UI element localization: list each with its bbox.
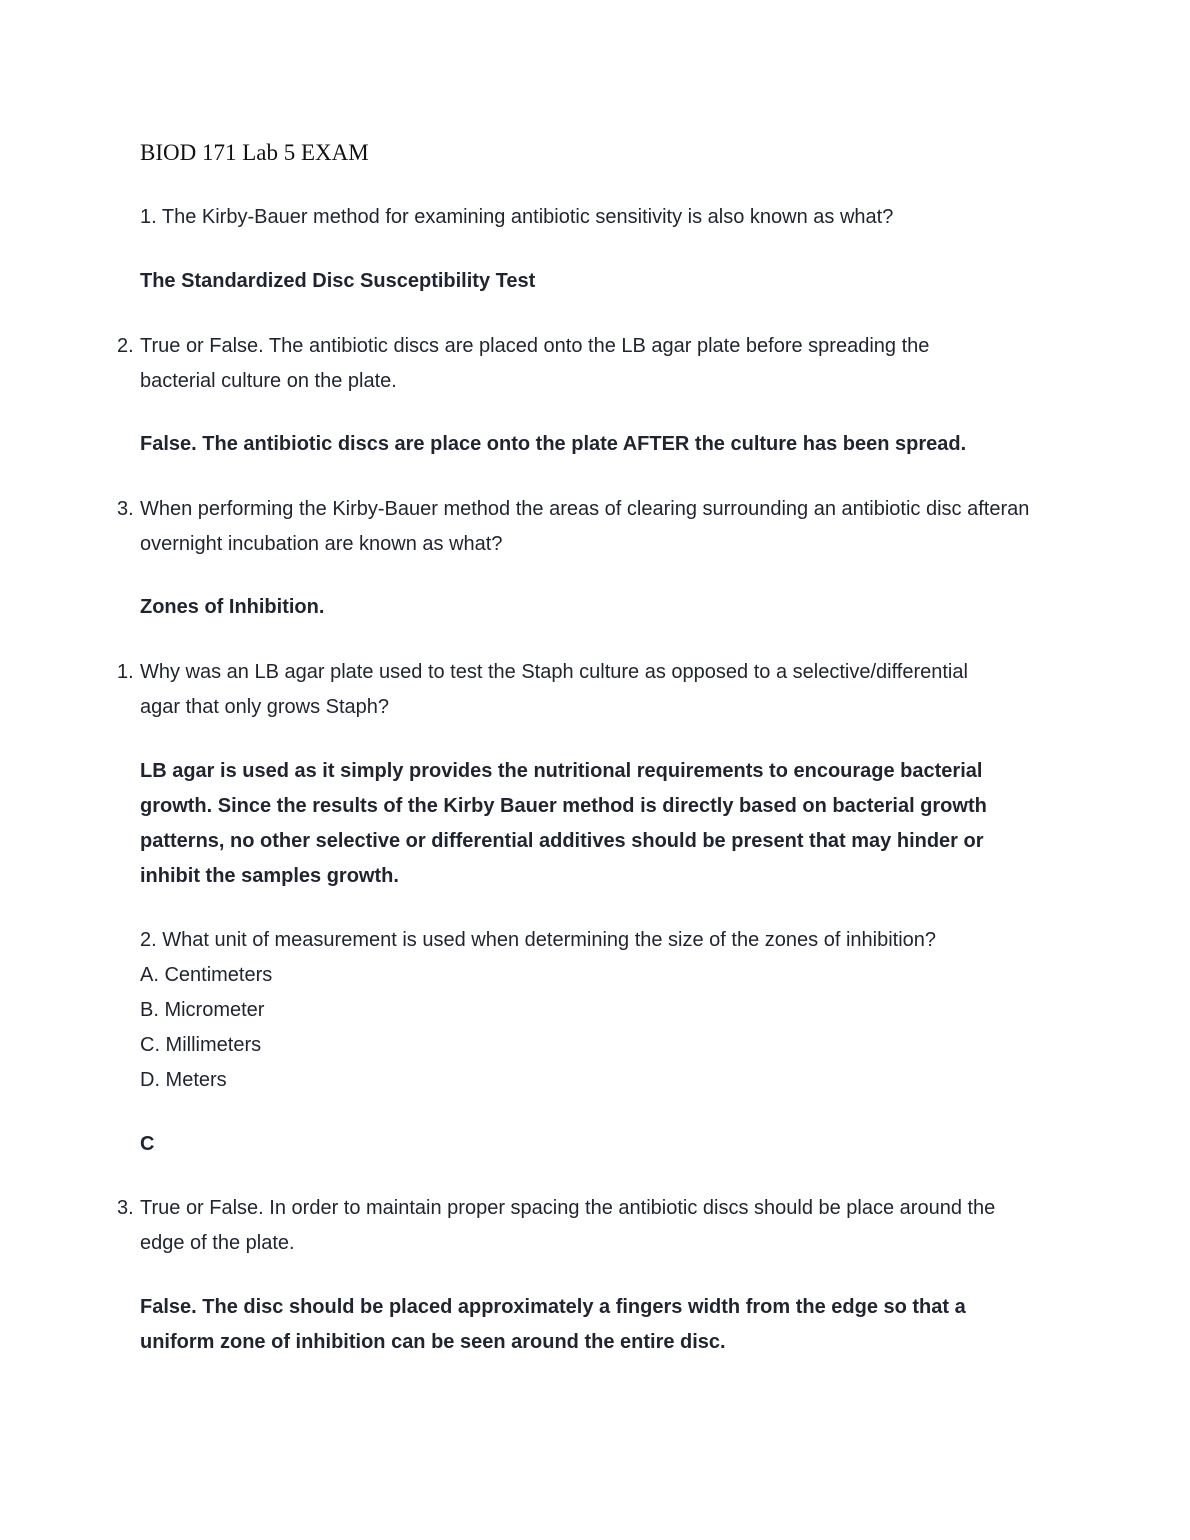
question-6-line-1: True or False. In order to maintain proper spacing the antibiotic discs should be place around the bbox=[140, 1197, 996, 1219]
question-3-line-2: overnight incubation are known as what? bbox=[140, 533, 503, 555]
option-b: B. Micrometer bbox=[140, 999, 265, 1021]
question-4-line-1: Why was an LB agar plate used to test the Staph culture as opposed to a selective/differential bbox=[140, 661, 968, 683]
question-1-text: 1. The Kirby-Bauer method for examining antibiotic sensitivity is also known as what? bbox=[140, 206, 894, 228]
answer-4-line-2: growth. Since the results of the Kirby Bauer method is directly based on bacterial growth bbox=[140, 795, 987, 817]
answer-4-line-4: inhibit the samples growth. bbox=[140, 865, 399, 887]
answer-6-line-1: False. The disc should be placed approximately a fingers width from the edge so that a bbox=[140, 1296, 966, 1318]
answer-4-line-1: LB agar is used as it simply provides the nutritional requirements to encourage bacterial bbox=[140, 760, 983, 782]
question-6-line-2: edge of the plate. bbox=[140, 1232, 295, 1254]
question-6-number: 3. bbox=[117, 1197, 134, 1219]
option-a: A. Centimeters bbox=[140, 964, 273, 986]
question-2-line-2: bacterial culture on the plate. bbox=[140, 370, 397, 392]
question-3-line-1: When performing the Kirby-Bauer method the areas of clearing surrounding an antibiotic disc afteran bbox=[140, 498, 1030, 520]
page-title: BIOD 171 Lab 5 EXAM bbox=[140, 140, 369, 165]
answer-5-text: C bbox=[140, 1133, 155, 1155]
answer-2-text: False. The antibiotic discs are place onto the plate AFTER the culture has been spread. bbox=[140, 433, 967, 455]
option-d: D. Meters bbox=[140, 1069, 227, 1091]
answer-1-text: The Standardized Disc Susceptibility Test bbox=[140, 270, 536, 292]
question-3-number: 3. bbox=[117, 498, 134, 520]
question-5-text: 2. What unit of measurement is used when determining the size of the zones of inhibition? bbox=[140, 929, 937, 951]
answer-3-text: Zones of Inhibition. bbox=[140, 596, 325, 618]
question-4-number: 1. bbox=[117, 661, 134, 683]
answer-6-line-2: uniform zone of inhibition can be seen around the entire disc. bbox=[140, 1331, 726, 1353]
answer-4-line-3: patterns, no other selective or differential additives should be present that may hinder or bbox=[140, 830, 984, 852]
question-2-line-1: True or False. The antibiotic discs are placed onto the LB agar plate before spreading the bbox=[140, 335, 930, 357]
question-4-line-2: agar that only grows Staph? bbox=[140, 696, 390, 718]
question-2-number: 2. bbox=[117, 335, 134, 357]
option-c: C. Millimeters bbox=[140, 1034, 262, 1056]
